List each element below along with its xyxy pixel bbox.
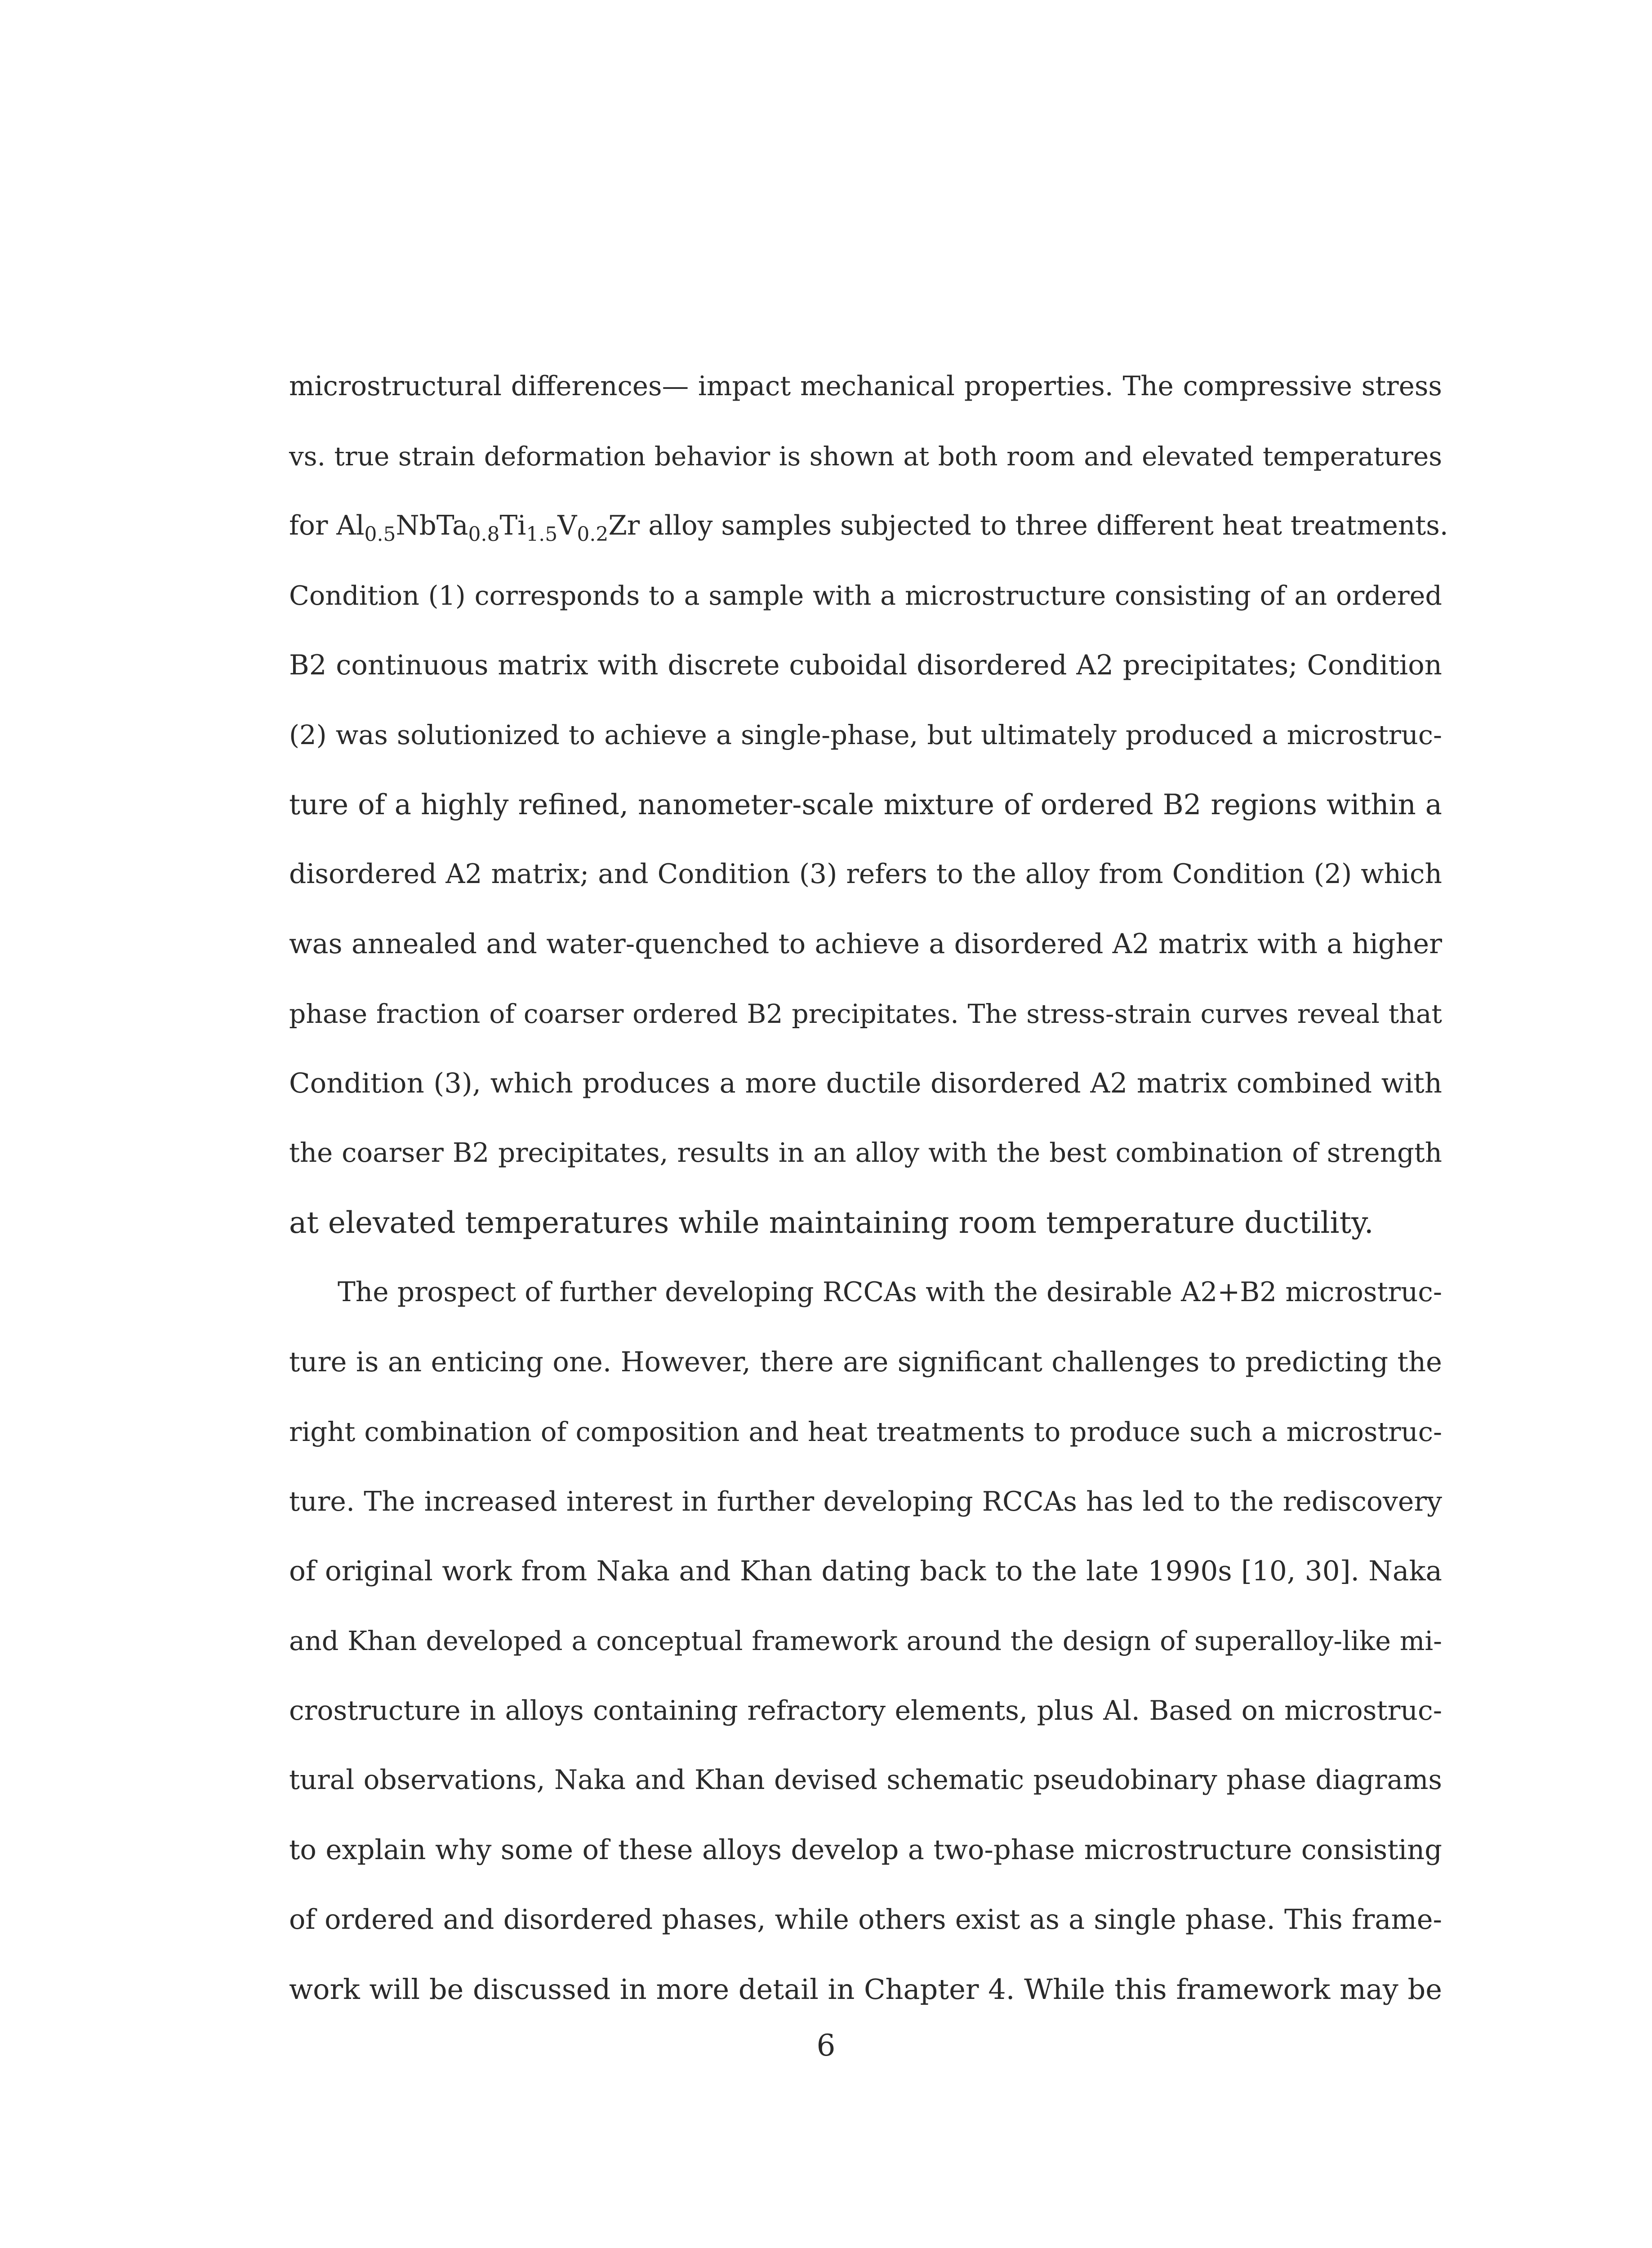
- formula-part: Ti: [499, 510, 526, 541]
- line-text: phase fraction of coarser ordered B2 precipitates. The stress-strain curves reveal that: [289, 999, 1442, 1029]
- formula-part: Zr alloy samples subjected to three different heat treatments.: [608, 510, 1448, 541]
- text-line: [289, 499, 1448, 569]
- body-text: [289, 360, 1448, 2032]
- formula-subscript: 0.2: [577, 523, 609, 546]
- text-line: [289, 847, 1442, 917]
- text-line: [289, 778, 1442, 847]
- text-line: [289, 1963, 1442, 2032]
- line-text: vs. true strain deformation behavior is shown at both room and elevated temperatures: [289, 441, 1442, 472]
- text-line: [289, 1475, 1442, 1544]
- line-text: microstructural differences— impact mechanical properties. The compressive stress: [289, 371, 1442, 402]
- text-line: [289, 638, 1442, 708]
- formula-subscript: 0.8: [468, 523, 500, 546]
- formula-part: V: [557, 510, 577, 541]
- text-line: [289, 1405, 1442, 1475]
- line-text: of original work from Naka and Khan dating back to the late 1990s [10, 30]. Naka: [289, 1555, 1442, 1587]
- line-text: Condition (3), which produces a more ductile disordered A2 matrix combined with: [289, 1067, 1442, 1099]
- line-text: B2 continuous matrix with discrete cuboidal disordered A2 precipitates; Condition: [289, 650, 1442, 681]
- text-line: [289, 1335, 1442, 1405]
- line-text: disordered A2 matrix; and Condition (3) refers to the alloy from Condition (2) which: [289, 859, 1442, 890]
- text-line: [289, 1196, 1442, 1266]
- paragraph-2: [289, 1266, 1442, 2032]
- text-line: [289, 1544, 1442, 1614]
- text-line: [289, 1126, 1442, 1196]
- text-line: [289, 1893, 1442, 1963]
- line-text: work will be discussed in more detail in Chapter 4. While this framework may be: [289, 1973, 1442, 2006]
- line-text: ture. The increased interest in further developing RCCAs has led to the rediscovery: [289, 1486, 1442, 1517]
- line-text: was annealed and water-quenched to achieve a disordered A2 matrix with a higher: [289, 928, 1442, 960]
- text-line: [289, 360, 1442, 429]
- formula-part: NbTa: [396, 510, 468, 541]
- text-line: [289, 1057, 1442, 1126]
- text-line: [289, 1823, 1442, 1893]
- text-line: [289, 708, 1442, 778]
- line-text-formula: [289, 499, 1448, 553]
- line-text: ture is an enticing one. However, there are significant challenges to predicting the: [289, 1347, 1442, 1378]
- text-line: [289, 569, 1442, 638]
- text-line: [289, 429, 1442, 499]
- line-text: and Khan developed a conceptual framework around the design of superalloy-like mi-: [289, 1626, 1442, 1656]
- line-text: ture of a highly refined, nanometer-scale mixture of ordered B2 regions within a: [289, 788, 1442, 821]
- page-number: 6: [816, 2028, 836, 2063]
- text-line: [289, 987, 1442, 1057]
- line-text: right combination of composition and heat treatments to produce such a microstruc-: [289, 1416, 1442, 1447]
- line-text: (2) was solutionized to achieve a single-phase, but ultimately produced a microstruc-: [289, 719, 1442, 750]
- formula-part: for Al: [289, 510, 365, 541]
- line-text: Condition (1) corresponds to a sample with a microstructure consisting of an ordered: [289, 580, 1442, 611]
- line-text: to explain why some of these alloys develop a two-phase microstructure consisting: [289, 1834, 1442, 1866]
- formula-subscript: 1.5: [526, 523, 558, 546]
- line-text: at elevated temperatures while maintaining room temperature ductility.: [289, 1205, 1374, 1240]
- line-text: tural observations, Naka and Khan devised schematic pseudobinary phase diagrams: [289, 1765, 1442, 1796]
- line-text: of ordered and disordered phases, while others exist as a single phase. This frame-: [289, 1904, 1442, 1936]
- paragraph-1: [289, 360, 1448, 1266]
- formula-subscript: 0.5: [364, 523, 396, 546]
- text-line: [289, 917, 1442, 987]
- line-text: crostructure in alloys containing refractory elements, plus Al. Based on microstruc-: [289, 1695, 1442, 1726]
- text-line: [289, 1684, 1442, 1753]
- text-line: [289, 1753, 1442, 1823]
- text-line: [289, 1266, 1442, 1335]
- line-text: The prospect of further developing RCCAs with the desirable A2+B2 microstruc-: [338, 1277, 1442, 1308]
- line-text: the coarser B2 precipitates, results in an alloy with the best combination of strength: [289, 1137, 1442, 1169]
- text-line: [289, 1614, 1442, 1684]
